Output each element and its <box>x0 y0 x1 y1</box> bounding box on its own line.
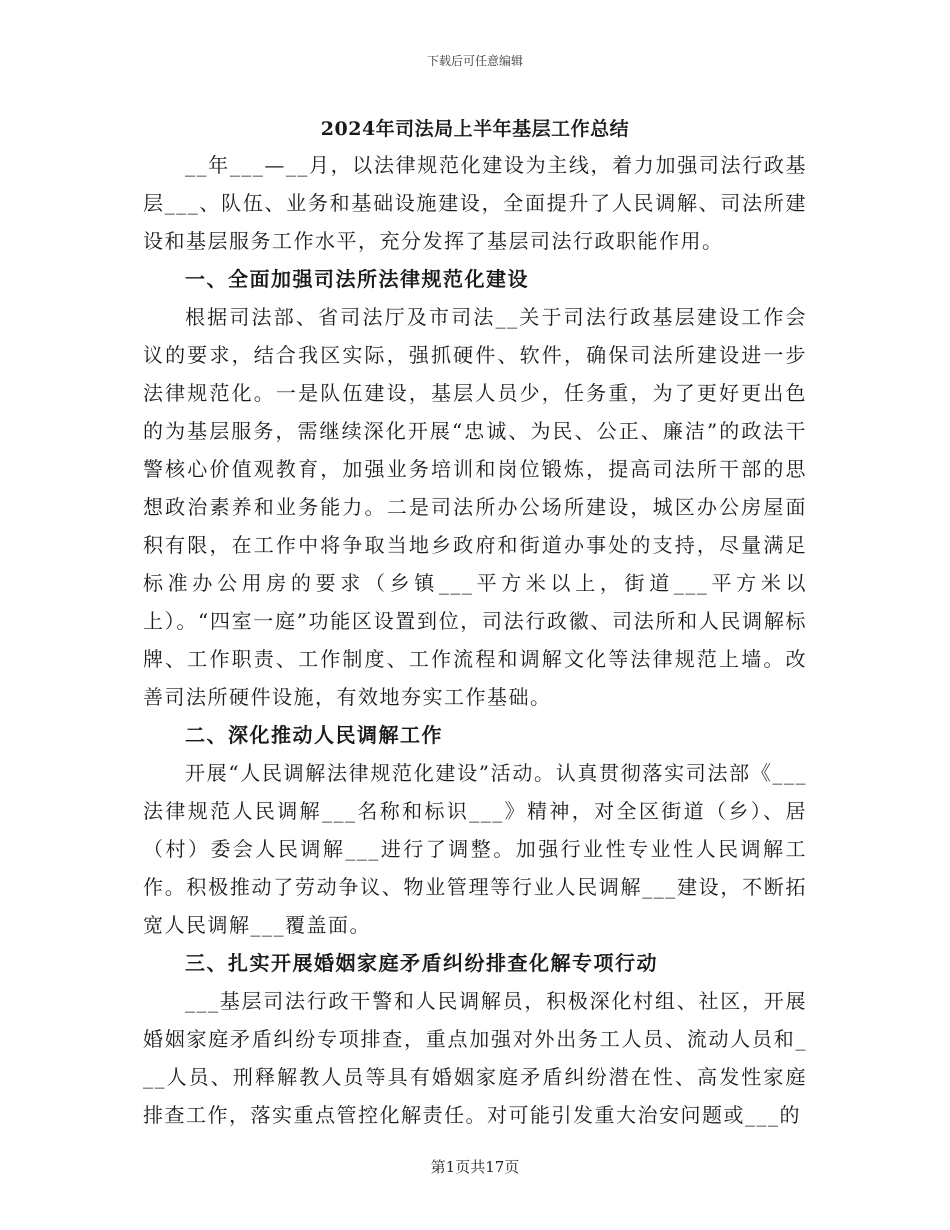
header-note: 下载后可任意编辑 <box>426 54 523 68</box>
section-heading-2: 二、深化推动人民调解工作 <box>185 723 443 747</box>
section-heading-1: 一、全面加强司法所法律规范化建设 <box>185 267 529 291</box>
page-footer: 第1页共17页 <box>430 1158 520 1176</box>
section-heading-3: 三、扎实开展婚姻家庭矛盾纠纷排查化解专项行动 <box>185 951 658 975</box>
document-body <box>143 146 807 1134</box>
section-1-paragraph: 根据司法部、省司法厅及市司法__关于司法行政基层建设工作会议的要求，结合我区实际，强抓硬件、软件，确保司法所建设进一步法律规范化。一是队伍建设，基层人员少，任务重，为了更好更出色的为基层服务，需继续深化开展“忠诚、为民、公正、廉洁”的政法干警核心价值观教育，加强业务培训和岗位锻炼，提高司法所干部的思想政治素养和业务能力。二是司法所办公场所建设，城区办公房屋面积有限，在工作中将争取当地乡政府和街道办事处的支持，尽量满足标准办公用房的要求（乡镇___平方米以上，街道___平方米以上）。“四室一庭”功能区设置到位，司法行政徽、司法所和人民调解标牌、工作职责、工作制度、工作流程和调解文化等法律规范上墙。改善司法所硬件设施，有效地夯实工作基础。 <box>143 305 807 709</box>
document-title: 2024年司法局上半年基层工作总结 <box>320 118 630 140</box>
intro-paragraph: __年___—__月，以法律规范化建设为主线，着力加强司法行政基层___、队伍、业务和基础设施建设，全面提升了人民调解、司法所建设和基层服务工作水平，充分发挥了基层司法行政职能作用。 <box>143 153 807 253</box>
section-3-paragraph: ___基层司法行政干警和人民调解员，积极深化村组、社区，开展婚姻家庭矛盾纠纷专项排查，重点加强对外出务工人员、流动人员和___人员、刑释解教人员等具有婚姻家庭矛盾纠纷潜在性、高发性家庭排查工作，落实重点管控化解责任。对可能引发重大治安问题或___的 <box>143 989 807 1127</box>
section-2-paragraph: 开展“人民调解法律规范化建设”活动。认真贯彻落实司法部《___法律规范人民调解___名称和标识___》精神，对全区街道（乡）、居（村）委会人民调解___进行了调整。加强行业性专业性人民调解工作。积极推动了劳动争议、物业管理等行业人民调解___建设，不断拓宽人民调解___覆盖面。 <box>143 761 807 937</box>
